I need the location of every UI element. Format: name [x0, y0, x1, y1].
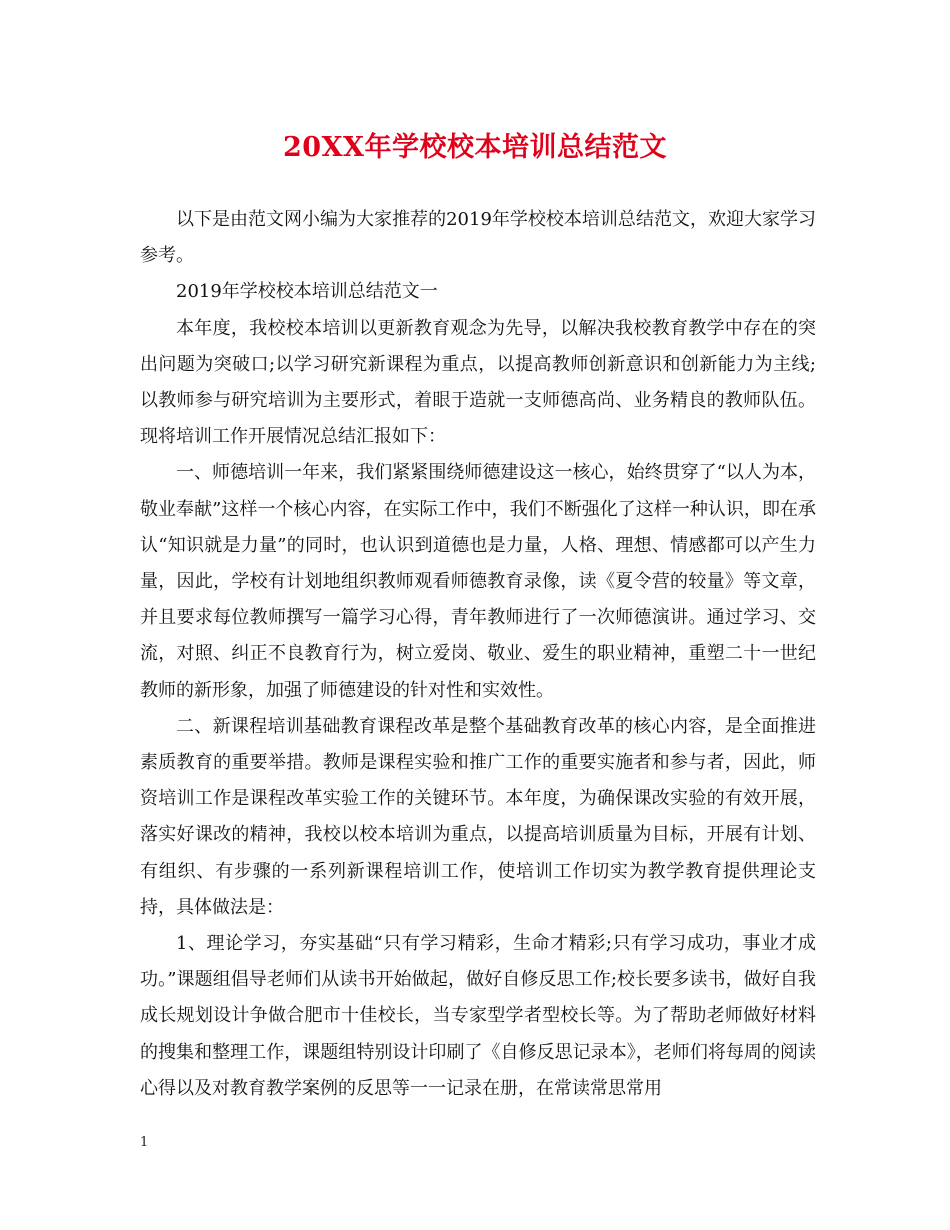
body-paragraph: 1、理论学习，夯实基础“只有学习精彩，生命才精彩;只有学习成功，事业才成功。”课题组倡导老师们从读书开始做起，做好自修反思工作;校长要多读书，做好自我成长规划设计争做合肥市十佳校长，当专家型学者型校长等。为了帮助老师做好材料的搜集和整理工作，课题组特别设计印刷了《自修反思记录本》，老师们将每周的阅读心得以及对教育教学案例的反思等一一记录在册，在常读常思常用 — [140, 933, 816, 1099]
section-heading: 2019年学校校本培训总结范文一 — [176, 281, 438, 303]
body-paragraph: 一、师德培训一年来，我们紧紧围绕师德建设这一核心，始终贯穿了“以人为本，敬业奉献”这样一个核心内容，在实际工作中，我们不断强化了这样一种认识，即在承认“知识就是力量”的同时，也认识到道德也是力量，人格、理想、情感都可以产生力量，因此，学校有计划地组织教师观看师德教育录像，读《夏令营的较量》等文章，并且要求每位教师撰写一篇学习心得，青年教师进行了一次师德演讲。通过学习、交流，对照、纠正不良教育行为，树立爱岗、敬业、爱生的职业精神，重塑二十一世纪教师的新形象，加强了师德建设的针对性和实效性。 — [140, 462, 816, 701]
intro-paragraph: 以下是由范文网小编为大家推荐的2019年学校校本培训总结范文，欢迎大家学习参考。 — [140, 209, 816, 267]
body-paragraph: 本年度，我校校本培训以更新教育观念为先导，以解决我校教育教学中存在的突出问题为突破口;以学习研究新课程为重点，以提高教师创新意识和创新能力为主线;以教师参与研究培训为主要形式，着眼于造就一支师德高尚、业务精良的教师队伍。现将培训工作开展情况总结汇报如下： — [140, 317, 816, 448]
body-paragraph: 二、新课程培训基础教育课程改革是整个基础教育改革的核心内容，是全面推进素质教育的重要举措。教师是课程实验和推广工作的重要实施者和参与者，因此，师资培训工作是课程改革实验工作的关键环节。本年度，为确保课改实验的有效开展，落实好课改的精神，我校以校本培训为重点，以提高培训质量为目标，开展有计划、有组织、有步骤的一系列新课程培训工作，使培训工作切实为教学教育提供理论支持，具体做法是： — [140, 715, 816, 918]
page-number: 1 — [140, 1135, 149, 1150]
document-body — [140, 202, 816, 1107]
document-title: 20XX年学校校本培训总结范文 — [283, 132, 667, 163]
